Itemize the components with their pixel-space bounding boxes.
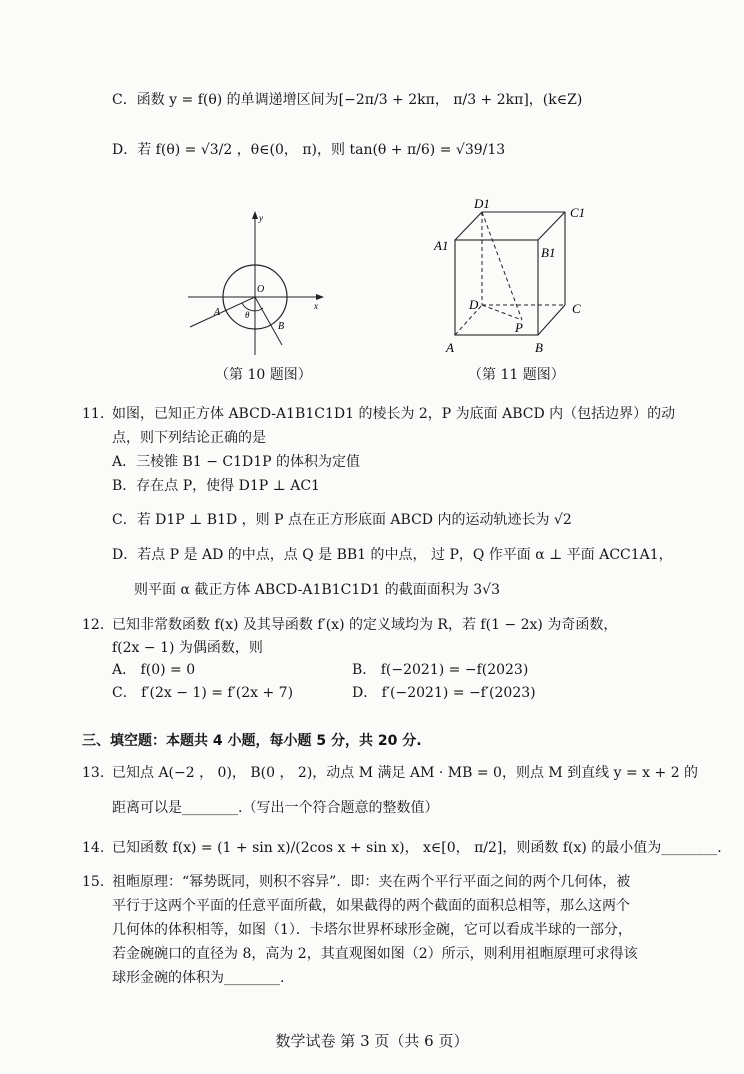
fig11-label-b: B <box>535 340 543 355</box>
fig11-label-a1: A1 <box>434 238 449 253</box>
fig11-label-d1: D1 <box>474 196 490 211</box>
figure-10-diagram <box>180 205 330 365</box>
q12-option-d: D． f′(−2021) = −f′(2023) <box>352 685 536 701</box>
q13-line-1 <box>82 763 698 783</box>
q13-text-1: 已知点 A(−2 ， 0)， B(0 ， 2)，动点 M 满足 AM · MB = 0，则点 M 到直线 y = x + 2 的 <box>112 765 699 781</box>
q12-number: 12. <box>82 617 105 633</box>
q15-text-1: 祖暅原理：“幂势既同，则积不容异”．即：夹在两个平行平面之间的两个几何体，被 <box>112 874 631 890</box>
figure-11-caption: （第 11 题图） <box>468 367 565 383</box>
option-d: D．若 f(θ) = √3/2 ，θ∈(0， π)，则 tan(θ + π/6) = √39/13 <box>112 142 506 158</box>
figure-10-caption: （第 10 题图） <box>215 367 312 383</box>
fig10-label-a: A <box>214 307 221 318</box>
fig10-label-theta: θ <box>245 310 250 320</box>
fig11-label-a: A <box>446 340 454 355</box>
fig10-label-y: y <box>259 213 263 223</box>
q11-option-d-line-2: 则平面 α 截正方体 ABCD-A1B1C1D1 的截面面积为 3√3 <box>134 582 500 598</box>
figure-11-cube <box>430 195 600 360</box>
q11-stem-1: 如图，已知正方体 ABCD-A1B1C1D1 的棱长为 2，P 为底面 ABCD 内（包括边界）的动 <box>112 406 676 422</box>
q12-stem-line-1 <box>82 615 617 635</box>
q11-option-b: B．存在点 P，使得 D1P ⊥ AC1 <box>112 478 320 494</box>
q12-option-b: B． f(−2021) = −f(2023) <box>352 662 529 678</box>
fig11-label-p: P <box>515 320 523 335</box>
fig10-label-o: O <box>257 284 265 295</box>
q14-line <box>82 838 722 858</box>
q12-stem-1: 已知非常数函数 f(x) 及其导函数 f′(x) 的定义域均为 R，若 f(1 − 2x) 为奇函数， <box>112 617 618 633</box>
q13-line-2: 距离可以是________.（写出一个符合题意的整数值） <box>112 800 439 816</box>
fig11-label-b1: B1 <box>541 245 556 260</box>
fig10-label-b: B <box>278 321 285 332</box>
fig11-label-d: D <box>469 297 479 312</box>
q11-stem-2: 点，则下列结论正确的是 <box>112 430 266 446</box>
q15-line-4: 若金碗碗口的直径为 8，高为 2，其直观图如图（2）所示，则利用祖暅原理可求得该 <box>112 946 638 962</box>
q14-number: 14. <box>82 840 105 856</box>
q13-number: 13. <box>82 765 105 781</box>
q15-line-3: 几何体的体积相等，如图（1）．卡塔尔世界杯球形金碗，它可以看成半球的一部分， <box>112 922 632 938</box>
q11-number: 11. <box>82 406 105 422</box>
q15-line-5: 球形金碗的体积为________. <box>112 970 285 986</box>
q11-stem-line-1 <box>82 404 675 424</box>
q12-option-c: C． f′(2x − 1) = f′(2x + 7) <box>112 685 294 701</box>
q15-number: 15. <box>82 874 105 890</box>
section-3-heading: 三、填空题：本题共 4 小题，每小题 5 分，共 20 分. <box>82 733 422 749</box>
q11-option-c: C．若 D1P ⊥ B1D ，则 P 点在正方形底面 ABCD 内的运动轨迹长为 √2 <box>112 512 572 528</box>
page-footer: 数学试卷 第 3 页（共 6 页） <box>275 1032 469 1050</box>
q14-text: 已知函数 f(x) = (1 + sin x)/(2cos x + sin x)， x∈[0， π/2]，则函数 f(x) 的最小值为________. <box>112 840 722 856</box>
q12-stem-2: f(2x − 1) 为偶函数，则 <box>112 640 263 656</box>
q11-option-d-line-1: D．若点 P 是 AD 的中点，点 Q 是 BB1 的中点， 过 P，Q 作平面 α ⊥ 平面 ACC1A1， <box>112 547 673 563</box>
fig10-label-x: x <box>314 301 318 311</box>
q12-option-a: A． f(0) = 0 <box>112 662 196 678</box>
q11-option-a: A．三棱锥 B1 − C1D1P 的体积为定值 <box>112 454 361 470</box>
option-c: C．函数 y = f(θ) 的单调递增区间为[−2π/3 + 2kπ， π/3 + 2kπ]，(k∈Z) <box>112 92 583 108</box>
fig11-label-c: C <box>572 301 581 316</box>
q15-line-2: 平行于这两个平面的任意平面所截，如果截得的两个截面的面积总相等，那么这两个 <box>112 898 630 914</box>
fig11-label-c1: C1 <box>570 205 586 220</box>
q15-line-1 <box>82 872 630 892</box>
